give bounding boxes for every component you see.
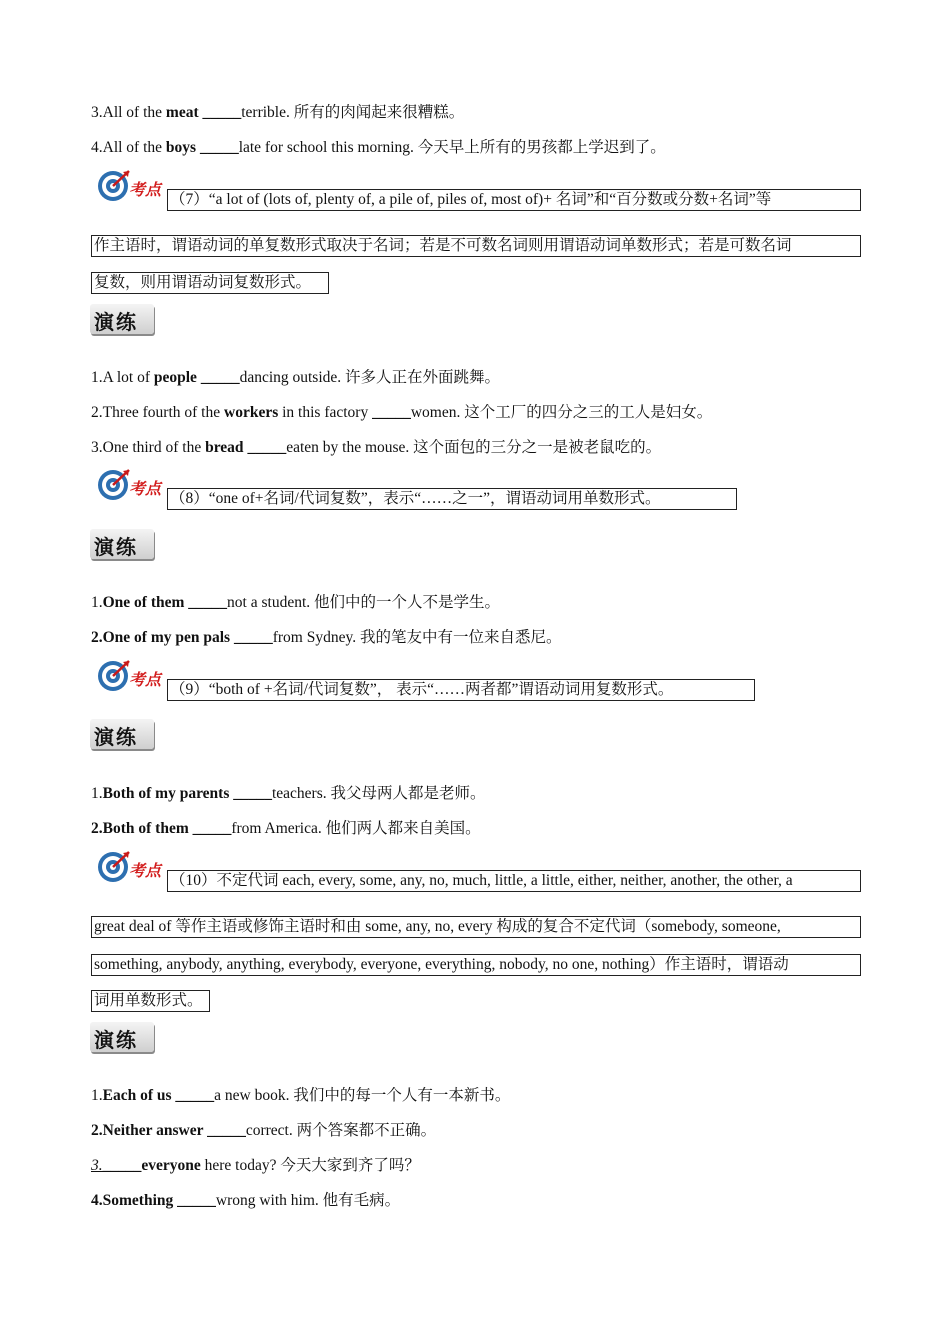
target-icon: [96, 168, 132, 204]
kaodian-badge: 考点: [96, 849, 168, 887]
rule-box-7-line1: （7）“a lot of (lots of, plenty of, a pile of, piles of, most of)+ 名词”和“百分数或分数+名词”等: [167, 189, 861, 211]
exercise-line: 1.Each of us _____a new book. 我们中的每一个人有一本新书。: [91, 1087, 511, 1104]
rule-box-7-line2: 作主语时，谓语动词的单复数形式取决于名词；若是不可数名词则用谓语动词单数形式；若是可数名词: [91, 235, 861, 257]
rule-box-10-line4: 词用单数形式。: [91, 990, 210, 1012]
exercise-line: 3.All of the meat _____terrible. 所有的肉闻起来很糟糕。: [91, 104, 465, 121]
rule-box-10-line3: something, anybody, anything, everybody, everyone, everything, nobody, no one, nothing）作主语时，谓语动: [91, 954, 861, 976]
exercise-line: 1.One of them _____not a student. 他们中的一个人不是学生。: [91, 594, 501, 611]
rule-box-10-line2: great deal of 等作主语或修饰主语时和由 some, any, no, every 构成的复合不定代词（somebody, someone,: [91, 916, 861, 938]
exercise-line: 4.All of the boys _____late for school this morning. 今天早上所有的男孩都上学迟到了。: [91, 139, 666, 156]
rule-box-7-line3: 复数，则用谓语动词复数形式。: [91, 272, 329, 294]
yanlian-badge: 演练: [90, 304, 156, 338]
yanlian-badge: 演练: [90, 719, 156, 753]
rule-box-9: （9）“both of +名词/代词复数”， 表示“……两者都”谓语动词用复数形式。: [167, 679, 755, 701]
exercise-line: 4.Something _____wrong with him. 他有毛病。: [91, 1192, 401, 1209]
yanlian-badge: 演练: [90, 529, 156, 563]
exercise-line: 2.Neither answer _____correct. 两个答案都不正确。: [91, 1122, 437, 1139]
exercise-line: 2.Both of them _____from America. 他们两人都来自美国。: [91, 820, 481, 837]
rule-box-10-line1: （10）不定代词 each, every, some, any, no, much, little, a little, either, neither, another, the other, a: [167, 870, 861, 892]
rule-box-8: （8）“one of+名词/代词复数”，表示“……之一”，谓语动词用单数形式。: [167, 488, 737, 510]
exercise-line: 3.One third of the bread _____eaten by the mouse. 这个面包的三分之一是被老鼠吃的。: [91, 439, 662, 456]
exercise-line: 2.One of my pen pals _____from Sydney. 我的笔友中有一位来自悉尼。: [91, 629, 562, 646]
exercise-line: 1.Both of my parents _____teachers. 我父母两人都是老师。: [91, 785, 486, 802]
yanlian-badge: 演练: [90, 1022, 156, 1056]
target-icon: [96, 467, 132, 503]
target-icon: [96, 658, 132, 694]
kaodian-badge: 考点: [96, 467, 168, 505]
exercise-line: 3._____everyone here today? 今天大家到齐了吗？: [91, 1157, 420, 1174]
kaodian-badge: 考点: [96, 658, 168, 696]
exercise-line: 1.A lot of people _____dancing outside. 许多人正在外面跳舞。: [91, 369, 501, 386]
exercise-line: 2.Three fourth of the workers in this factory _____women. 这个工厂的四分之三的工人是妇女。: [91, 404, 713, 421]
target-icon: [96, 849, 132, 885]
kaodian-badge: 考点: [96, 168, 168, 206]
